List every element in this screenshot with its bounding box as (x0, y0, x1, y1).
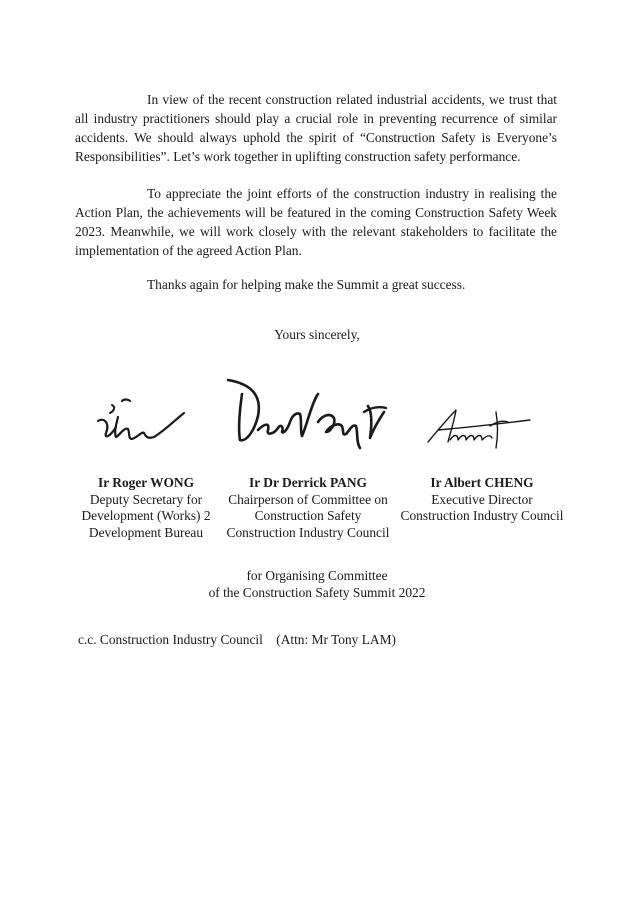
signatory-title-line: Construction Safety (254, 508, 362, 523)
signatory-name: Ir Roger WONG (98, 475, 194, 490)
carbon-copy-line: c.c. Construction Industry Council (Attn: Mr Tony LAM) (78, 632, 396, 647)
signatory-title-line: Development (Works) 2 (81, 508, 211, 523)
signatory-title-line: Construction Industry Council (226, 524, 390, 540)
signature-albert-cheng (420, 400, 540, 455)
signatory-title-line: Chairperson of Committee on (228, 491, 388, 507)
signatory-roger-wong (60, 475, 232, 541)
signature-derrick-pang (222, 372, 392, 462)
signatory-name: Ir Dr Derrick PANG (249, 475, 367, 490)
signatory-title-line: Development Bureau (88, 524, 204, 540)
body-paragraph-2: To appreciate the joint efforts of the construction industry in realising the Action Plan, the achievements will be featured in the coming Construction Safety Week 2023. Meanwhile, we will work closely with the relevant stakeholders to facilitate the implementation of the agreed Action Plan. (75, 186, 557, 258)
organising-committee-block (0, 568, 634, 601)
signatory-title-line: Construction Industry Council (400, 508, 564, 523)
body-paragraph-1: In view of the recent construction related industrial accidents, we trust that all industry practitioners should play a crucial role in preventing recurrence of similar accidents. We should always uphold the spirit of “Construction Safety is Everyone’s Responsibilities”. Let’s work together in uplifting construction safety performance. (75, 92, 557, 164)
signatory-name: Ir Albert CHENG (430, 475, 534, 490)
body-paragraph-3: Thanks again for helping make the Summit a great success. (147, 277, 466, 292)
signatory-derrick-pang (218, 475, 398, 541)
closing-salutation: Yours sincerely, (274, 327, 360, 342)
signatory-title-line: Deputy Secretary for (89, 491, 203, 507)
organising-committee-line: of the Construction Safety Summit 2022 (208, 584, 426, 600)
organising-committee-line: for Organising Committee (246, 568, 388, 583)
signature-roger-wong (92, 395, 192, 455)
signatory-albert-cheng (392, 475, 572, 525)
signatory-title-line: Executive Director (431, 491, 533, 507)
